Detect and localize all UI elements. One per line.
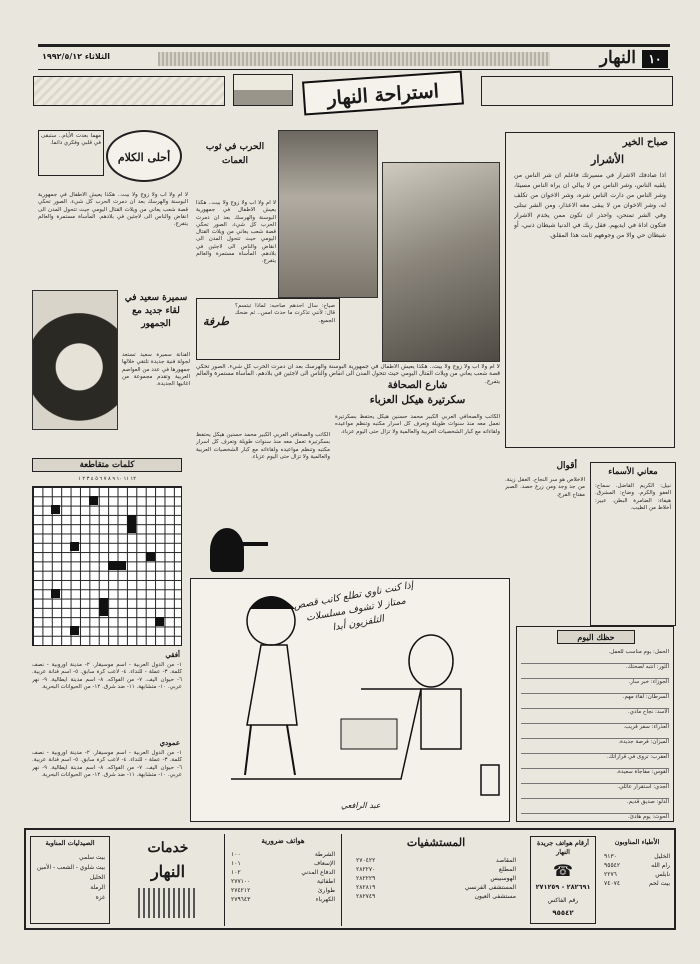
ahla-kalam-notes: لا ام ولا اب ولا زوج ولا بيت.. هكذا يعيش الاطفال في جمهورية البوسنة والهرسك بعد ان دمرت الحرب كل شيء. الصور تحكي قصة شعب يعاني من ويلات القتال اليومي حيث تتحول المدن الى انقاض والناس الى لاجئين في بلادهم. المأساة مستمرة والعالم يتفرج.	[38, 192, 188, 228]
photo-children	[278, 130, 378, 298]
horoscope-item: الحمل: يوم مناسب للعمل.	[521, 649, 669, 664]
pharmacies-box	[30, 836, 110, 924]
aqwal-box	[505, 455, 585, 575]
doctor-number: ٩١٣٠	[604, 853, 617, 860]
photo-samira	[32, 290, 118, 430]
pointing-figure-illustration	[200, 520, 270, 572]
war-article-body: لا ام ولا اب ولا زوج ولا بيت.. هكذا يعيش الاطفال في جمهورية البوسنة والهرسك بعد ان دمرت الحرب كل شيء. الصور تحكي قصة شعب يعاني من ويلات القتال اليومي حيث تتحول المدن الى انقاض والناس الى لاجئين في بلادهم. المأساة مستمرة والعالم يتفرج.	[196, 200, 276, 265]
banner-cartoon-strip-right	[481, 76, 673, 106]
horoscope-item: الثور: انتبه لصحتك.	[521, 664, 669, 679]
services-logo-art	[138, 888, 198, 918]
crossword-title: كلمات متقاطعة	[32, 458, 182, 472]
emergency-label: الكهرباء	[315, 896, 335, 903]
horoscope-item: الميزان: فرصة جديدة.	[521, 739, 669, 754]
pharmacy-item: بيت شلوي - الشعب - الأمين	[37, 865, 105, 871]
horoscope-item: الدلو: صديق قديم.	[521, 799, 669, 814]
names-title: معاني الأسماء	[608, 467, 658, 477]
doctor-number: ٧٤٠٧٤	[604, 880, 621, 887]
cartoon-caption: إذا كنت ناوي تطلع كاتب قصص ممتاز لا تشوف مسلسلات التلفزيون أبدا	[292, 579, 415, 634]
emergency-number: ٢٧٤٢١٢	[231, 887, 251, 894]
fax-number: ٩٥٥٤٢	[552, 909, 574, 917]
issue-date: الثلاثاء ١٩٩٢/٥/١٢	[42, 52, 110, 61]
doctor-city: نابلس	[655, 871, 670, 878]
page-number: ١٠	[642, 50, 668, 68]
emergency-label: طوارئ	[317, 887, 335, 894]
hospital-number: ٢٨٢٢٢٩	[356, 875, 376, 882]
crossword-section	[32, 458, 182, 648]
masthead	[38, 44, 670, 70]
phone-icon: ☎	[553, 861, 573, 880]
section-banner	[33, 74, 673, 114]
horoscope-item: القوس: مفاجأة سعيدة.	[521, 769, 669, 784]
clues-horizontal-label: أفقي	[165, 650, 180, 659]
emergency-number: ١٠٢	[231, 869, 241, 876]
horoscope-item: العقرب: تروى في قراراتك.	[521, 754, 669, 769]
services-title-nahar: النهار	[150, 862, 186, 881]
emergency-label: اطفائية	[316, 878, 335, 885]
emergency-label: الدفاع المدني	[301, 869, 335, 876]
emergency-number: ١٠٠	[231, 851, 241, 858]
cartoon-box	[190, 578, 510, 822]
pharmacy-item: الخليل	[89, 875, 105, 881]
horoscope-box	[516, 626, 674, 822]
ahla-kalam-body: مهما بعدت الأيام.. ستبقى في قلبي وفكري دائما.	[38, 130, 104, 176]
morning-column-title: صباح الخير	[622, 137, 668, 148]
morning-column	[505, 132, 675, 448]
hospital-label: الهوسبيس	[490, 875, 516, 882]
pharmacies-title: الصيدليات المناوبة	[45, 839, 95, 847]
aqwal-title: أقوال	[556, 461, 577, 471]
nahar-phones-label: أرقام هواتف جريدة النهار	[537, 839, 589, 856]
morning-column-subtitle: الأشرار	[591, 153, 624, 166]
horoscope-item: الجوزاء: خبر سار.	[521, 679, 669, 694]
emergency-title: هواتف ضرورية	[261, 836, 305, 845]
emergency-number: ٢٧٩٦٤٣	[231, 896, 251, 903]
tarfa-body: صياح: سأل احدهم صاحبه: لماذا تبتسم؟ قال: لأنني تذكرت ما حدث امس.. ثم ضحك الجميع.	[235, 303, 335, 324]
press-street-box	[335, 380, 500, 556]
press-street-title: شارع الصحافة	[387, 380, 448, 391]
hospital-label: المستشفى الفرنسي	[464, 884, 516, 891]
masthead-band	[158, 52, 550, 66]
press-street-headline: سكرتيرة هيكل العزباء	[369, 394, 466, 406]
hospital-label: المقاصد	[495, 857, 516, 864]
tarfa-title: طرفة	[203, 315, 229, 328]
banner-illustration	[233, 74, 293, 106]
ahla-kalam-title: أحلى الكلام	[106, 130, 182, 182]
tarfa-box	[196, 298, 340, 360]
hospital-number: ٢٨٢٢٧٠	[356, 866, 376, 873]
clues-body-vertical: ١- من الدول العربية - اسم موسيقار. ٢- مدينة اوروبية - نصف كلمة. ٣- عملة - للنداء. ٤- لاعب كرة سابق. ٥- اسم فنانة عربية. ٦- حيوان اليف. ٧- من الفواكه. ٨- اسم مدينة ايطالية. ٩- نهر عربي. ١٠- متشابهة. ١١- ضد شرق. ١٢- من الحيوانات البحرية.	[32, 750, 182, 778]
horoscope-item: الأسد: نجاح مادي.	[521, 709, 669, 724]
samira-body: الفنانة سميرة سعيد تستعد لجولة فنية جديدة تلتقي خلالها جمهورها في عدد من العواصم العربية وتقدم مجموعة من اغانيها الجديدة.	[122, 352, 190, 388]
nahar-phones-box	[530, 836, 596, 924]
hospital-label: مستشفى العيون	[474, 893, 516, 900]
pharmacy-item: الرملة	[90, 885, 105, 891]
hospital-number: ٢٨٢٧٤٩	[356, 893, 376, 900]
emergency-number: ١٠١	[231, 860, 241, 867]
photo-soldier	[382, 162, 500, 362]
doctor-city: رام الله	[651, 862, 670, 869]
press-street-body: الكاتب والصحافي العربي الكبير محمد حسنين هيكل يحتفظ بسكرتيرة تعمل معه منذ سنوات طويلة وتعرف كل اسرار مكتبه وتنظم مواعيده ولقاءاته مع كبار الشخصيات العربية والعالمية ولا تزال حتى اليوم عزباء.	[335, 414, 500, 435]
doctors-box	[602, 836, 672, 924]
emergency-number: ٢٧٧١٠٠	[231, 878, 251, 885]
section-title: استراحة النهار	[302, 70, 464, 115]
doctor-number: ٩٥٥٤٢	[604, 862, 621, 869]
clues-body: ١- من الدول العربية - اسم موسيقار. ٢- مدينة اوروبية - نصف كلمة. ٣- عملة - للنداء. ٤- لاعب كرة سابق. ٥- اسم فنانة عربية. ٦- حيوان اليف. ٧- من الفواكه. ٨- اسم مدينة ايطالية. ٩- نهر عربي. ١٠- متشابهة. ١١- ضد شرق. ١٢- من الحيوانات البحرية.	[32, 662, 182, 690]
names-box	[590, 462, 676, 626]
hospital-number: ٢٨٢٨١٩	[356, 884, 376, 891]
crossword-grid[interactable]	[32, 486, 182, 646]
horoscope-item: السرطان: لقاء مهم.	[521, 694, 669, 709]
services-title-khadamat: خدمات	[147, 840, 189, 856]
fax-label: رقم الفاكس	[547, 897, 579, 904]
horoscope-item: الجدي: استقرار عائلي.	[521, 784, 669, 799]
doctor-city: الخليل	[654, 853, 670, 860]
doctor-number: ٢٢٧٦	[604, 871, 617, 878]
middle-article-body: لا ام ولا اب ولا زوج ولا بيت.. هكذا يعيش الاطفال في جمهورية البوسنة والهرسك بعد ان دمرت الحرب كل شيء. الصور تحكي قصة شعب يعاني من ويلات القتال اليومي حيث تتحول المدن الى انقاض والناس الى لاجئين في بلادهم. المأساة مستمرة والعالم يتفرج.	[196, 364, 500, 385]
names-body: نبيل: الكريم الفاضل. سماح: العفو والكرم. وضاح: المشرق. هيفاء: الضامرة البطن. عبير: أخلاط من الطيب.	[595, 483, 671, 511]
banner-cartoon-strip-left	[33, 76, 225, 106]
war-heading: الحرب في ثوب العمات	[205, 142, 265, 166]
horoscope-item: الحوت: يوم هادئ.	[628, 814, 669, 820]
cartoon-signature: عبد الرافعي	[341, 801, 381, 810]
doctor-city: بيت لحم	[649, 880, 670, 887]
crossword-numbers: ١٢ ١١ ١٠ ٩ ٨ ٧ ٦ ٥ ٤ ٣ ٢ ١	[78, 476, 136, 482]
emergency-label: الإسعاف	[313, 860, 335, 867]
samira-title: سميرة سعيد في لقاء جديد مع الجمهور	[124, 293, 188, 329]
horoscope-title: حظك اليوم	[557, 630, 635, 644]
pharmacy-item: بيت سلمي	[79, 855, 105, 861]
emergency-box	[224, 834, 342, 926]
emergency-label: الشرطة	[314, 851, 335, 858]
nahar-phones-numbers: ٢٨٢٦٩١ - ٢٧١٢٥٩	[535, 883, 591, 891]
pharmacy-item: غزة	[95, 895, 105, 901]
clues-vertical-label: عمودي	[159, 738, 180, 747]
hospitals-box	[348, 834, 524, 926]
services-section	[24, 828, 676, 930]
horoscope-list	[521, 649, 669, 820]
morning-column-body: اذا صادفك الاشرار في مسيرتك فاعلم ان شر الناس من يلقيه الناس، وشر الناس من لا يبالي ان يراه الناس مسيئا، وشر الناس من دارت الناس شره، وشر الاخوان من تكلف له، وشر الاخوان من لا يبقى معه الاعذار، ومن الشر تبتلى وفي الشر تمتحن، واحذر ان تكون ممن يخدم الاشرار فتكون اداة في ايديهم. فقل ربك في الدنيا شيطان ذنبي، أو شيطان حي والا من وجوههم ثابت هذا المقلق.	[514, 172, 666, 239]
aqwal-body: الاخلاص هو سر النجاح. العقل زينة. من جد وجد ومن زرع حصد. الصبر مفتاح الفرج.	[505, 477, 585, 498]
hospital-number: ٢٧٠٤٢٢	[356, 857, 376, 864]
hospitals-title: المستشفيات	[406, 836, 466, 849]
hospital-label: المطلع	[498, 866, 516, 873]
horoscope-item: العذراء: سفر قريب.	[521, 724, 669, 739]
center-column-body: الكاتب والصحافي العربي الكبير محمد حسنين هيكل يحتفظ بسكرتيرة تعمل معه منذ سنوات طويلة وتعرف كل اسرار مكتبه وتنظم مواعيده ولقاءاته مع كبار الشخصيات العربية والعالمية ولا تزال حتى اليوم عزباء.	[196, 432, 330, 460]
paper-name: النهار	[599, 48, 636, 68]
samira-box	[32, 290, 190, 450]
doctors-title: الأطباء المناوبون	[614, 838, 660, 846]
ahla-kalam-box	[38, 130, 188, 280]
clues-box	[32, 650, 182, 822]
